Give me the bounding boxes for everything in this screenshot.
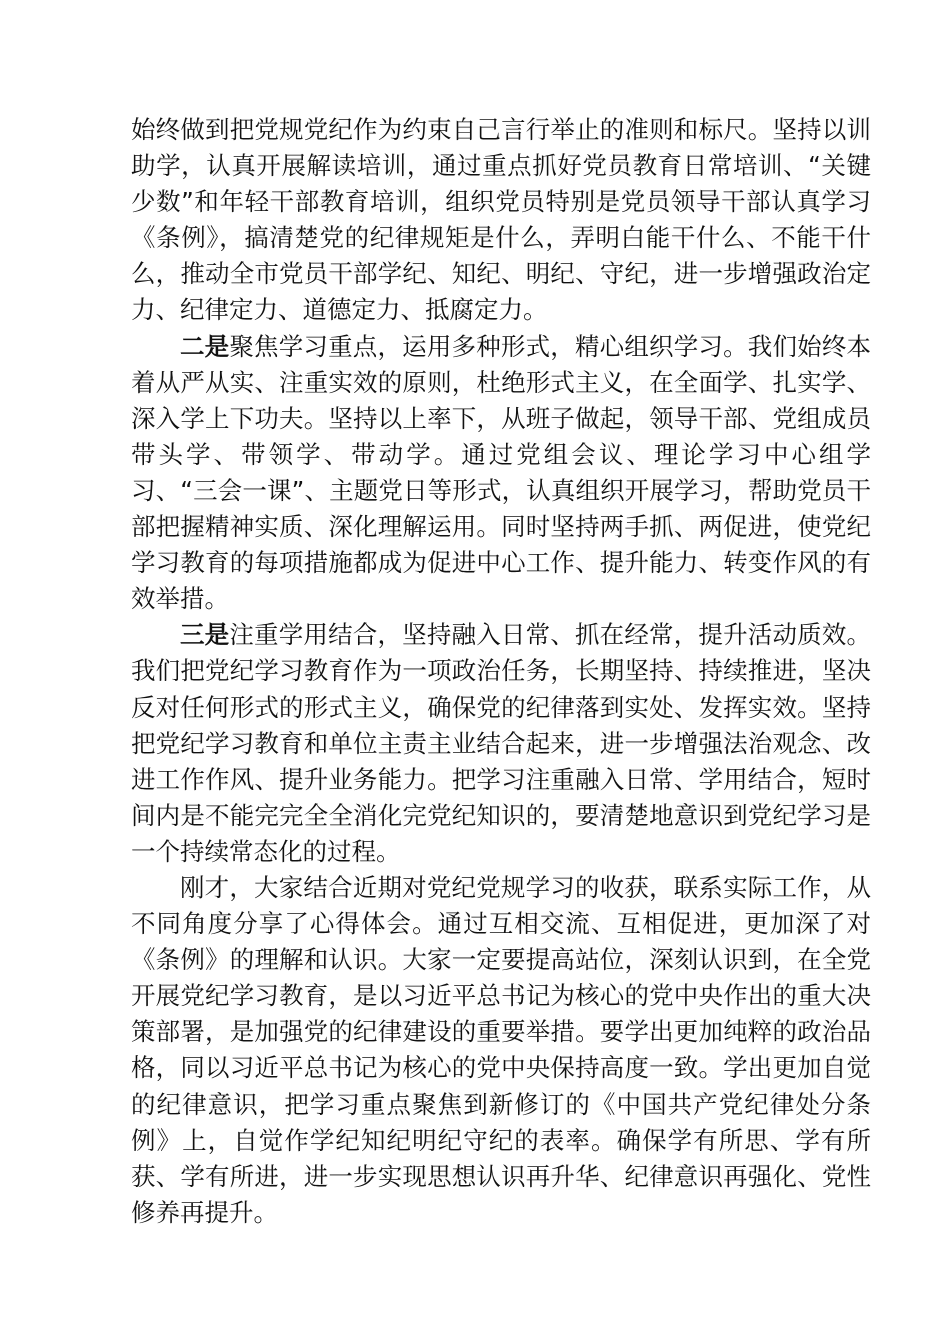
paragraph-1-text: 始终做到把党规党纪作为约束自己言行举止的准则和标尺。坚持以训助学，认真开展解读培训，通过重点抓好党员教育日常培训、“关键少数”和年轻干部教育培训，组织党员特别是党员领导干部认真学习《条例》，搞清楚党的纪律规矩是什么，弄明白能干什么、不能干什么，推动全市党员干部学纪、知纪、明纪、守纪，进一步增强政治定力、纪律定力、道德定力、抵腐定力。: [131, 115, 871, 325]
paragraph-4-text: 刚才，大家结合近期对党纪党规学习的收获，联系实际工作，从不同角度分享了心得体会。通过互相交流、互相促进，更加深了对《条例》的理解和认识。大家一定要提高站位，深刻认识到，在全党开展党纪学习教育，是以习近平总书记为核心的党中央作出的重大决策部署，是加强党的纪律建设的重要举措。要学出更加纯粹的政治品格，同以习近平总书记为核心的党中央保持高度一致。学出更加自觉的纪律意识，把学习重点聚焦到新修订的《中国共产党纪律处分条例》上，自觉作学纪知纪明纪守纪的表率。确保学有所思、学有所获、学有所进，进一步实现思想认识再升华、纪律意识再强化、党性修养再提升。: [131, 872, 871, 1227]
paragraph-3-lead: 三是: [180, 620, 230, 650]
paragraph-2-text: 聚焦学习重点，运用多种形式，精心组织学习。我们始终本着从严从实、注重实效的原则，杜绝形式主义，在全面学、扎实学、深入学上下功夫。坚持以上率下，从班子做起，领导干部、党组成员带头学、带领学、带动学。通过党组会议、理论学习中心组学习、“三会一课”、主题党日等形式，认真组织开展学习，帮助党员干部把握精神实质、深化理解运用。同时坚持两手抓、两促进，使党纪学习教育的每项措施都成为促进中心工作、提升能力、转变作风的有效举措。: [131, 331, 872, 614]
document-body: [131, 112, 871, 1231]
paragraph-1: [131, 112, 871, 329]
paragraph-2: [131, 329, 871, 618]
paragraph-2-lead: 二是: [180, 331, 230, 361]
paragraph-4: [131, 870, 871, 1231]
paragraph-3-text: 注重学用结合，坚持融入日常、抓在经常，提升活动质效。我们把党纪学习教育作为一项政治任务，长期坚持、持续推进，坚决反对任何形式的形式主义，确保党的纪律落到实处、发挥实效。坚持把党纪学习教育和单位主责主业结合起来，进一步增强法治观念、改进工作作风、提升业务能力。把学习注重融入日常、学用结合，短时间内是不能完完全全消化完党纪知识的，要清楚地意识到党纪学习是一个持续常态化的过程。: [131, 620, 872, 866]
paragraph-3: [131, 617, 871, 870]
